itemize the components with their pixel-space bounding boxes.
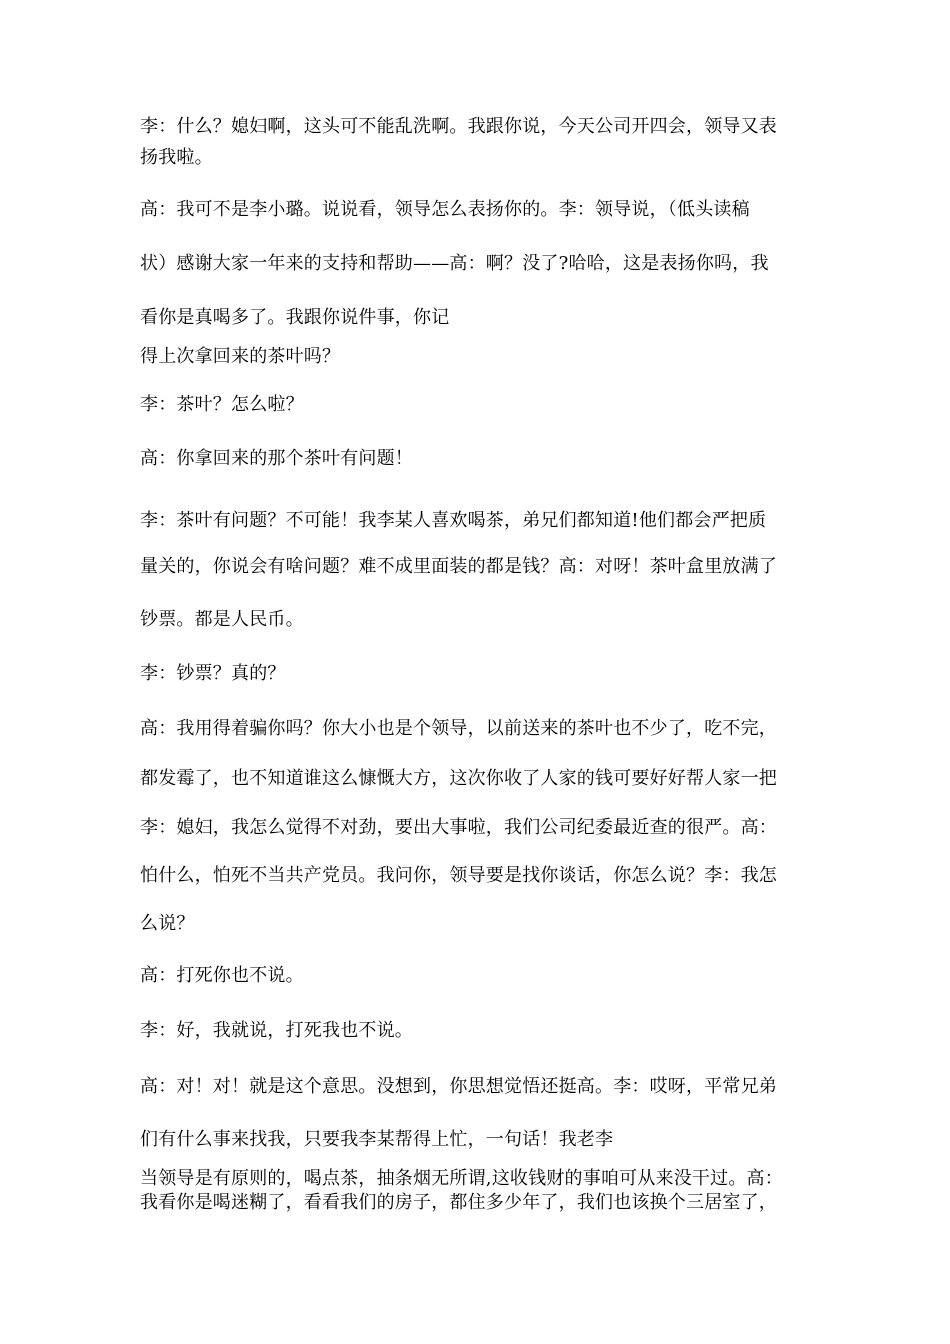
text-line: 钞票。都是人民币。 — [140, 609, 304, 630]
text-line: 量关的，你说会有啥问题？难不成里面装的都是钱？高：对呀！茶叶盒里放满了 — [140, 556, 777, 577]
text-line: 高：打死你也不说。 — [140, 965, 304, 986]
text-line: 高：我可不是李小璐。说说看，领导怎么表扬你的。李：领导说，（低头读稿 — [140, 199, 750, 220]
text-line: 李：茶叶有问题？不可能！我李某人喜欢喝茶，弟兄们都知道!他们都会严把质 — [140, 510, 767, 531]
text-line: 李：什么？媳妇啊，这头可不能乱洗啊。我跟你说，今天公司开四会，领导又表 — [140, 116, 777, 137]
text-line: 当领导是有原则的，喝点茶，抽条烟无所谓,这收钱财的事咱可从来没干过。高： — [140, 1168, 783, 1189]
text-line: 们有什么事来找我，只要我李某帮得上忙，一句话！我老李 — [140, 1129, 614, 1150]
text-line: 都发霉了，也不知道谁这么慷慨大方，这次你收了人家的钱可要好好帮人家一把 — [140, 768, 777, 789]
text-line: 怕什么，怕死不当共产党员。我问你，领导要是找你谈话，你怎么说？李：我怎 — [140, 865, 777, 886]
text-line: 李：茶叶？怎么啦？ — [140, 394, 304, 415]
text-line: 高：你拿回来的那个茶叶有问题！ — [140, 448, 413, 469]
text-line: 扬我啦。 — [140, 147, 213, 168]
text-line: 我看你是喝迷糊了，看看我们的房子，都住多少年了，我们也该换个三居室了， — [140, 1192, 777, 1213]
text-line: 看你是真喝多了。我跟你说件事，你记 — [140, 307, 450, 328]
text-line: 么说？ — [140, 913, 195, 934]
text-line: 李：媳妇，我怎么觉得不对劲，要出大事啦，我们公司纪委最近查的很严。高： — [140, 817, 777, 838]
text-line: 高：我用得着骗你吗？你大小也是个领导，以前送来的茶叶也不少了，吃不完， — [140, 718, 777, 739]
text-line: 状）感谢大家一年来的支持和帮助——高：啊？没了?哈哈，这是表扬你吗，我 — [140, 253, 769, 274]
text-line: 得上次拿回来的茶叶吗？ — [140, 346, 341, 367]
text-line: 高：对！对！就是这个意思。没想到，你思想觉悟还挺高。李：哎呀，平常兄弟 — [140, 1076, 777, 1097]
text-line: 李：好，我就说，打死我也不说。 — [140, 1020, 413, 1041]
text-line: 李：钞票？真的？ — [140, 663, 286, 684]
